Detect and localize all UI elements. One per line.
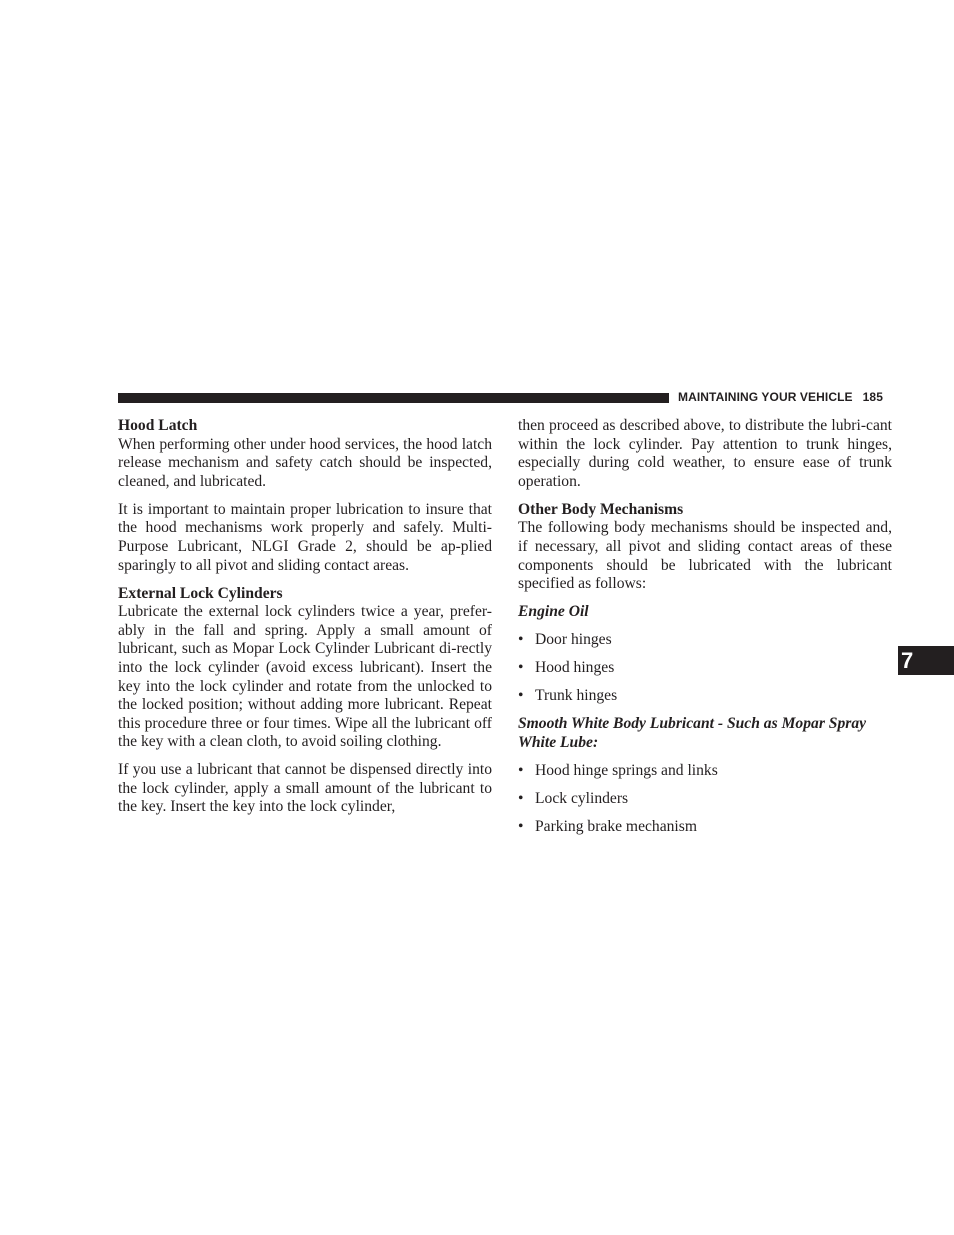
hood-latch-paragraph-2: It is important to maintain proper lubrication to insure that the hood mechanisms work properly and safely. Multi-Purpose Lubricant, NLGI Grade 2, should be ap-plied sparingly to all pivot and sliding contact areas.	[118, 500, 492, 574]
engine-oil-list	[518, 631, 892, 706]
lock-cylinders-paragraph-2: If you use a lubricant that cannot be dispensed directly into the lock cylinder, apply a small amount of the lubricant to the key. Insert the key into the lock cylinder,	[118, 761, 492, 816]
list-item: • Trunk hinges	[518, 687, 892, 706]
list-item: • Hood hinge springs and links	[518, 762, 892, 781]
hood-latch-heading: Hood Latch	[118, 417, 198, 434]
other-mechanisms-paragraph: The following body mechanisms should be inspected and, if necessary, all pivot and sliding contact areas of these components should be lubricated with the lubricant specified as follows:	[518, 519, 892, 593]
continued-paragraph: then proceed as described above, to distribute the lubri-cant within the lock cylinder. Pay attention to trunk hinges, especially during cold weather, to ensure ease of trunk operation.	[518, 417, 892, 490]
list-item: • Lock cylinders	[518, 790, 892, 809]
section-title: MAINTAINING YOUR VEHICLE	[678, 390, 853, 404]
list-item: • Parking brake mechanism	[518, 818, 892, 837]
left-column	[118, 417, 492, 826]
header-rule	[118, 393, 669, 403]
other-mechanisms-heading: Other Body Mechanisms	[518, 500, 684, 518]
lock-cylinders-heading: External Lock Cylinders	[118, 584, 283, 602]
engine-oil-heading: Engine Oil	[518, 603, 589, 621]
hood-latch-paragraph-1: When performing other under hood services, the hood latch release mechanism and safety catch should be inspected, cleaned, and lubricated.	[118, 435, 492, 490]
running-header	[678, 390, 883, 405]
right-column	[518, 417, 892, 846]
chapter-tab: 7	[898, 646, 954, 675]
white-lube-heading: Smooth White Body Lubricant - Such as Mopar Spray White Lube:	[518, 715, 867, 751]
list-item: • Door hinges	[518, 631, 892, 650]
lock-cylinders-paragraph-1: Lubricate the external lock cylinders twice a year, prefer-ably in the fall and spring. Apply a small amount of lubricant, such as Mopar Lock Cylinder Lubricant di-rectly into the lock cylinder (avoid excess lubricant). Insert the key into the lock cylinder and rotate from the unlocked to the locked position; without adding more lubricant. Repeat this procedure three or four times. Wipe all the lubricant off the key with a clean cloth, to avoid soiling clothing.	[118, 603, 492, 751]
white-lube-list	[518, 762, 892, 837]
page-number: 185	[862, 390, 883, 404]
list-item: • Hood hinges	[518, 659, 892, 678]
